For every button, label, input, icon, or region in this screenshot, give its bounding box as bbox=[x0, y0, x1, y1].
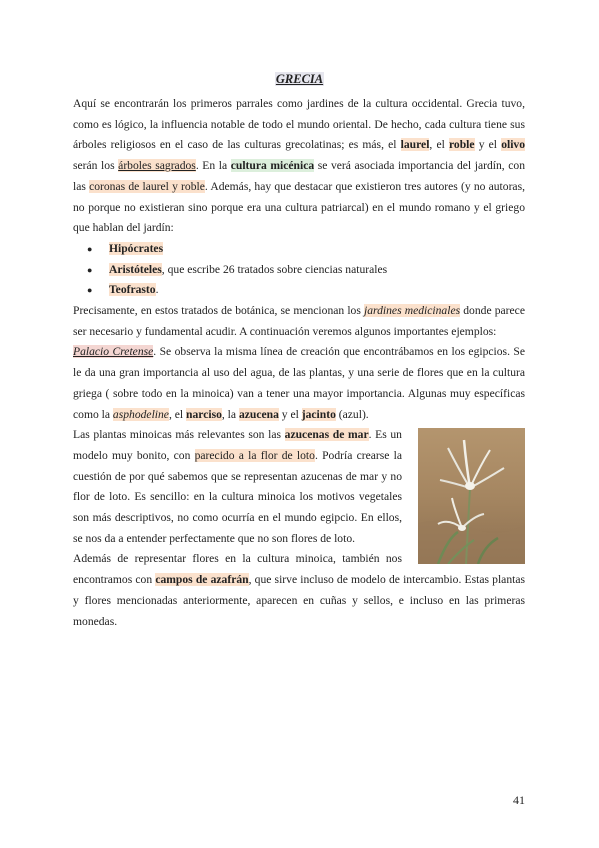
term-arboles-sagrados: árboles sagrados bbox=[118, 159, 196, 173]
term-jacinto: jacinto bbox=[301, 407, 336, 421]
sea-lily-photo bbox=[418, 428, 525, 564]
term-palacio-cretense: Palacio Cretense bbox=[73, 345, 154, 359]
term-asphodeline: asphodeline bbox=[112, 407, 169, 421]
list-item: ● Aristóteles, que escribe 26 tratados sobre ciencias naturales bbox=[73, 260, 525, 281]
body-text bbox=[73, 94, 525, 632]
term-narciso: narciso bbox=[186, 407, 222, 421]
paragraph-azucenas: Las plantas minoicas más relevantes son las azucenas de mar. Es un modelo muy bonito, con parecido a la flor de loto. Podría crearse la cuestión de por qué sabemos que se representan azucenas de mar y no flor de loto. Es sencillo: en la cultura minoica los motivos vegetales son más descriptivos, no como ocurría en el mundo egipcio. En ellos, se nos da a entender perfectamente que no son flores de loto. bbox=[73, 428, 402, 545]
page-number: 41 bbox=[513, 793, 525, 807]
page-title: GRECIA bbox=[275, 72, 324, 86]
term-campos-azafran: campos de azafrán bbox=[155, 573, 249, 587]
paragraph-azafran: Además de representar flores en la cultura minoica, también nos encontramos con campos de azafrán, que sirve incluso de modelo de intercambio. Estas plantas y flores mencionadas anteriormente, aparecen en cuñas y sellos, e incluso en las primeras monedas. bbox=[73, 552, 525, 628]
paragraph-palacio: Palacio Cretense. Se observa la misma línea de creación que encontrábamos en los egipcios. Se le da una gran importancia al uso del agua, de las plantas, y una serie de flores que en la cultura griega ( sobre todo en la minoica) van a tener una mayor importancia. Algunas muy específicas como la asphodeline, el narciso, la azucena y el jacinto (azul). bbox=[73, 345, 525, 421]
term-cultura-micenica: cultura micénica bbox=[230, 159, 315, 173]
term-jardines-medicinales: jardines medicinales bbox=[364, 304, 461, 318]
authors-list bbox=[73, 239, 525, 301]
term-parecido-loto: parecido a la flor de loto bbox=[194, 448, 315, 462]
list-item: ● Teofrasto. bbox=[73, 280, 525, 301]
term-laurel: laurel bbox=[400, 138, 430, 152]
term-azucenas-de-mar: azucenas de mar bbox=[284, 428, 369, 442]
list-item: ● Hipócrates bbox=[73, 239, 525, 260]
term-azucena: azucena bbox=[238, 407, 279, 421]
term-roble: roble bbox=[449, 138, 475, 152]
term-coronas: coronas de laurel y roble bbox=[89, 179, 205, 193]
paragraph-intro: Aquí se encontrarán los primeros parrales como jardines de la cultura occidental. Grecia tuvo, como es lógico, la influencia notable de todo el mundo oriental. De hecho, cada cultura tiene sus árboles religiosos en el caso de las culturas grecolatinas; es más, el laurel, el roble y el olivo serán los árboles sagrados. En la cultura micénica se verá asociada importancia del jardín, con las coronas de laurel y roble. Además, hay que destacar que existieron tres autores (y no autoras, no porque no existieran sino porque era una cultura patriarcal) en el mundo romano y el griego que hablan del jardín: bbox=[73, 97, 526, 235]
paragraph-tratados: Precisamente, en estos tratados de botánica, se mencionan los jardines medicinales donde parece ser necesario y fundamental acudir. A continuación veremos algunos importantes ejemplos: bbox=[73, 304, 525, 338]
term-olivo: olivo bbox=[501, 138, 526, 152]
